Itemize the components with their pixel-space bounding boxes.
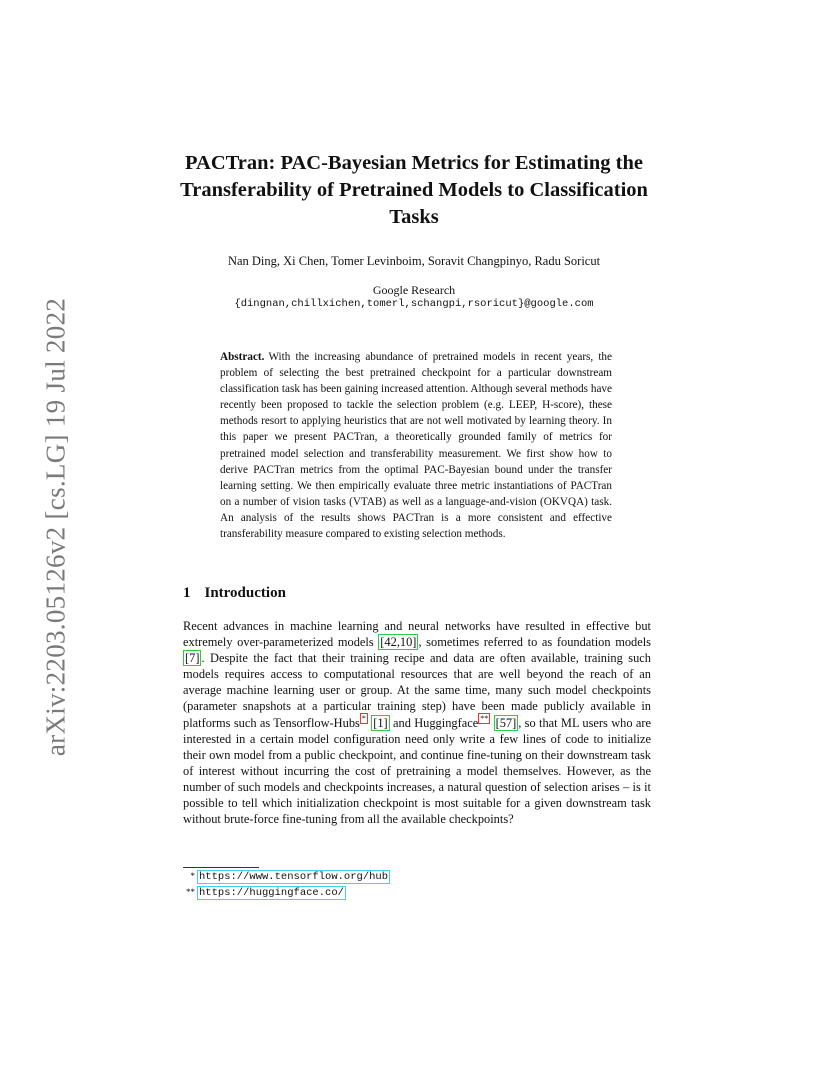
footnote-mark: *: [190, 871, 195, 881]
paper-title: PACTran: PAC-Bayesian Metrics for Estimating the Transferability of Pretrained Models to Classification Tasks: [180, 152, 648, 228]
abstract-heading: Abstract.: [220, 351, 265, 363]
footnote-url-link[interactable]: https://www.tensorflow.org/hub: [199, 871, 389, 883]
citation-link[interactable]: [7]: [185, 651, 200, 666]
affiliation: Google Research: [372, 283, 456, 297]
footnote: [183, 887, 346, 899]
section-number: 1: [183, 585, 191, 601]
author-emails: {dingnan,chillxichen,tomerl,schangpi,rsoricut}@google.com: [234, 298, 594, 310]
footnote-url-link[interactable]: https://huggingface.co/: [199, 887, 344, 899]
intro-text: , sometimes referred to as foundation models: [418, 635, 651, 650]
footnote-ref-link[interactable]: **: [480, 714, 489, 724]
intro-text: Recent advances in machine learning and neural networks have resulted in effective but extremely over-parameterized models: [183, 619, 651, 650]
abstract-text: With the increasing abundance of pretrained models in recent years, the problem of selecting the best pretrained checkpoint for a particular downstream classification task has been gaining increased attention. Although several methods have recently been proposed to tackle the selection problem (e.g. LEEP, H-score), these methods resort to applying heuristics that are not well motivated by learning theory. In this paper we present PACTran, a theoretically grounded family of metrics for pretrained model selection and transferability measurement. We first show how to derive PACTran metrics from the optimal PAC-Bayesian bound under the transfer learning setting. We then empirically evaluate three metric instantiations of PACTran on a number of vision tasks (VTAB) as well as a language-and-vision (OKVQA) task. An analysis of the results shows PACTran is a more consistent and effective transferability measure compared to existing selection methods.: [220, 351, 612, 541]
footnote-divider: [183, 867, 259, 868]
intro-text: , so that ML users who are interested in a certain model configuration need only write a few lines of code to initialize their own model from a public checkpoint, and continue fine-tuning on their downstream task of interest without incurring the cost of pretraining a model themselves. However, as the number of such models and checkpoints increases, a natural question of selection arises – is it possible to tell which initialization checkpoint is most suitable for a given downstream task without brute-force fine-tuning from all the available checkpoints?: [183, 715, 651, 827]
section-title: Introduction: [204, 585, 286, 601]
citation-link[interactable]: [57]: [495, 715, 517, 730]
citation-link[interactable]: [1]: [373, 715, 388, 730]
author-list: Nan Ding, Xi Chen, Tomer Levinboim, Soravit Changpinyo, Radu Soricut: [227, 254, 601, 268]
citation-link[interactable]: [42,10]: [380, 635, 417, 650]
footnote-ref-link[interactable]: *: [361, 714, 366, 724]
arxiv-identifier: arXiv:2203.05126v2 [cs.LG] 19 Jul 2022: [40, 297, 71, 757]
intro-text: . Despite the fact that their training recipe and data are often available, training such models requires access to computational resources that are well beyond the reach of an average machine learning user or group. At the same time, many such model checkpoints (parameter snapshots at a particular training step) have been made publicly available in platforms such as Tensorflow-Hubs: [183, 651, 651, 730]
footnote-mark: **: [186, 887, 195, 897]
intro-text: and Huggingface: [389, 715, 479, 730]
intro-paragraph: [183, 618, 651, 827]
abstract: [220, 349, 612, 542]
footnote: [183, 871, 390, 883]
section-heading: [183, 585, 286, 602]
